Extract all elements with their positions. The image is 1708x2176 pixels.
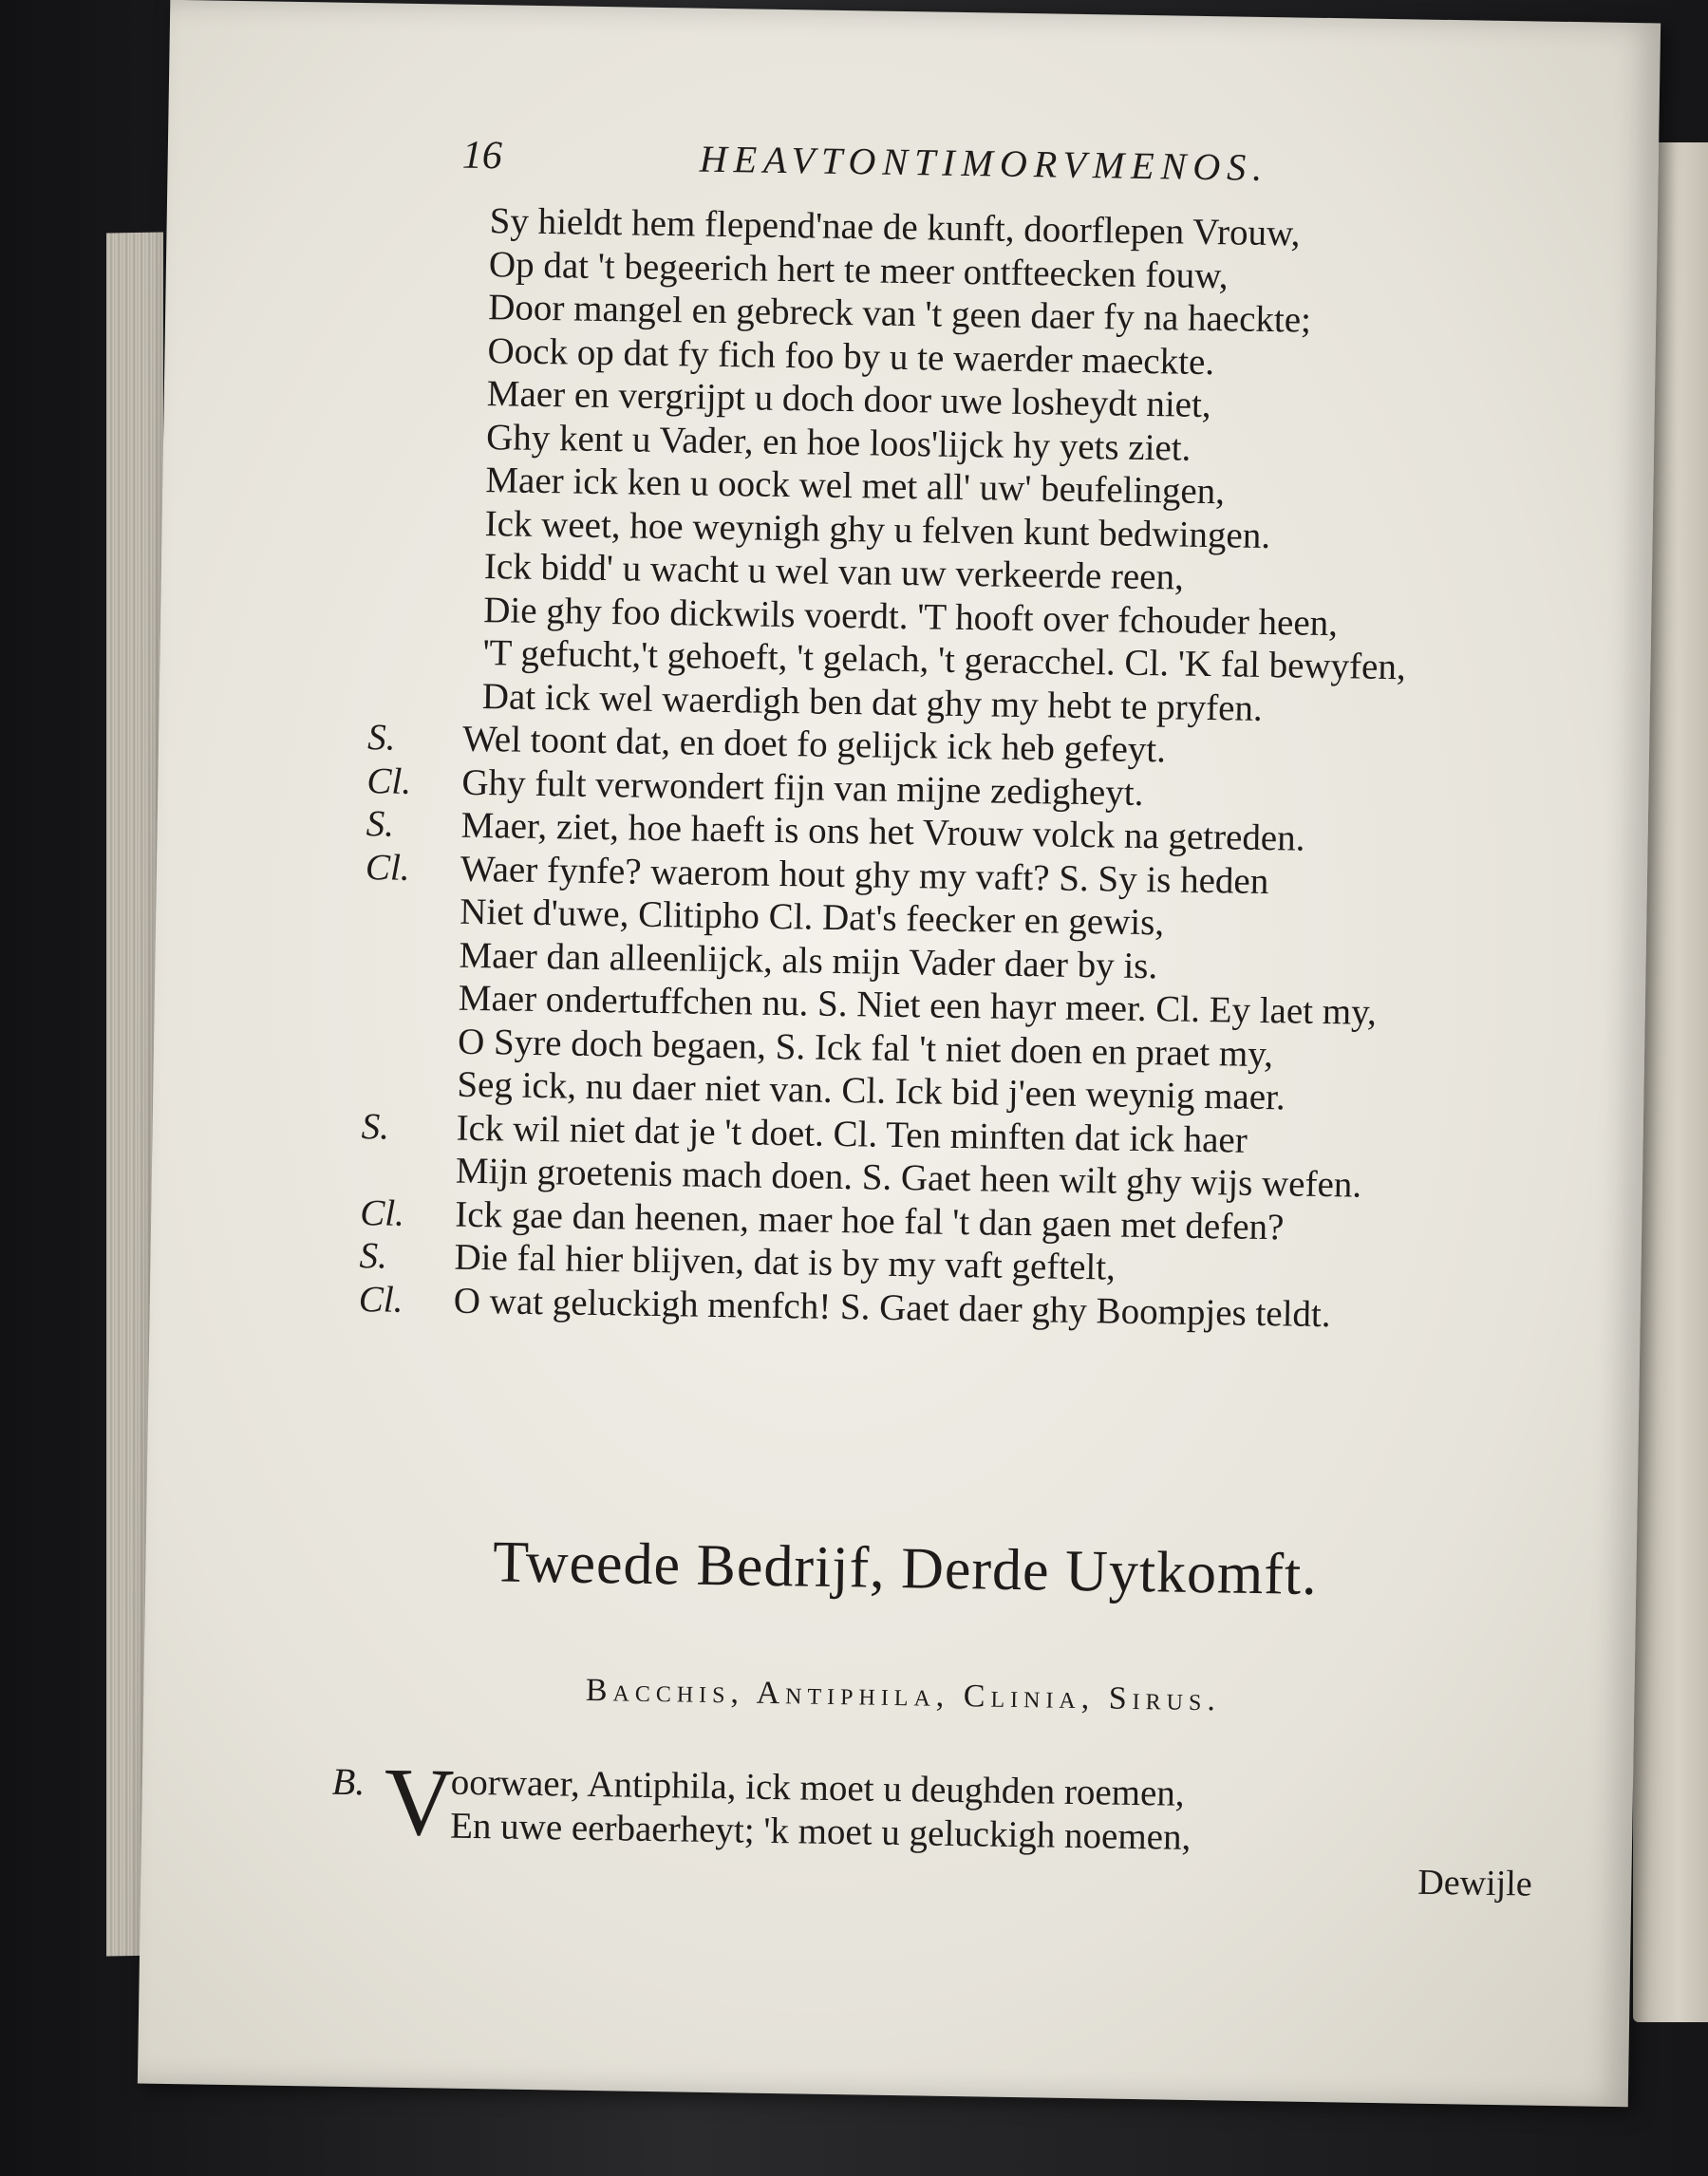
running-head [461,133,1602,208]
speaker-label [373,370,449,371]
verse-line: oorwaer, Antiphila, ick moet u deughden roemen, [450,1761,1185,1814]
verse-text: Sy hieldt hem flepend'nae de kunft, doorflepen Vrouw, [489,200,1301,254]
speaker-label [368,673,444,674]
verse-text: Niet d'uwe, Clitipho Cl. Dat's feecker en gewis, [459,891,1165,944]
catchword: Dewijle [1417,1862,1532,1904]
speaker-label [375,241,451,242]
verse-text: O Syre doch begaen, S. Ick fal 't niet doen en praet my, [457,1021,1274,1075]
bottom-verse [331,1748,1567,1858]
speaker-label [363,1061,439,1062]
verse-text: Ghy kent u Vader, en hoe loos'lijck hy yets ziet. [485,416,1192,469]
page-number: 16 [461,133,503,178]
speaker-label [370,543,446,544]
verse-text: Dat ick wel waerdigh ben dat ghy my hebt te pryfen. [481,675,1264,729]
character-list: Bacchis, Antiphila, Clinia, Sirus. [585,1672,1222,1718]
speaker-label [372,457,448,458]
verse-text: Maer, ziet, hoe haeft is ons het Vrouw volck na getreden. [460,804,1305,859]
speaker-label [375,284,451,285]
verse-text: 'T gefucht,'t gehoeft, 't gelach, 't geracchel. Cl. 'K fal bewyfen, [482,632,1406,688]
verse-text: Op dat 't begeerich hert te meer ontfteecken fouw, [488,243,1229,296]
speaker-label: S. [359,1235,388,1277]
speaker-label: Cl. [365,846,410,889]
speaker-label [373,414,449,415]
speaker-label [370,587,446,588]
verse-text: Ick gae dan heenen, maer hoe fal 't dan gaen met defen? [454,1193,1285,1247]
speaker-label: S. [366,803,395,845]
verse-text: Die ghy foo dickwils voerdt. 'T hooft over fchouder heen, [482,589,1339,644]
act-heading: Tweede Bedrijf, Derde Uytkomft. [492,1529,1319,1607]
speaker-label: Cl. [366,760,412,802]
verse-text: Ick weet, hoe weynigh ghy u felven kunt bedwingen. [484,502,1271,556]
drop-cap: V [383,1748,456,1857]
speaker-label [361,1148,437,1149]
verse-text: Waer fynfe? waerom hout ghy my vaft? S. Sy is heden [460,848,1269,902]
verse-text: Ghy fult verwondert fijn van mijne zedigheyt. [461,761,1144,814]
verse-text: Seg ick, nu daer niet van. Cl. Ick bid j'een weynig maer. [457,1063,1286,1118]
verse-line: En uwe eerbaerheyt; 'k moet u geluckigh noemen, [449,1805,1192,1858]
speaker-label [366,889,441,890]
verse-text: Door mangel en gebreck van 't geen daer fy na haeckte; [487,287,1312,341]
speaker-label [376,197,452,198]
speaker-label [369,629,445,630]
book-page [138,0,1661,2107]
speaker-label: S. [366,717,396,759]
verse-text: Maer en vergrijpt u doch door uwe losheydt niet, [486,373,1211,426]
verse-text: Maer ondertuffchen nu. S. Niet een hayr meer. Cl. Ey laet my, [458,977,1378,1033]
verse-text: Maer dan alleenlijck, als mijn Vader daer by is. [459,934,1158,986]
speaker-label: B. [331,1759,366,1804]
verse-text: O wat geluckigh menfch! S. Gaet daer ghy Boompjes teldt. [453,1280,1331,1335]
speaker-label [364,975,440,976]
verse-text: Mijn groetenis mach doen. S. Gaet heen wilt ghy wijs wefen. [455,1150,1362,1206]
verse-block [359,197,1639,1341]
verse-text: Ick wil niet dat je 't doet. Cl. Ten minften dat ick haer [456,1107,1248,1161]
verse-text: Oock op dat fy fich foo by u te waerder maeckte. [487,329,1215,383]
verse-text: Maer ick ken u oock wel met all' uw' beufelingen, [485,460,1226,513]
speaker-label: Cl. [358,1278,404,1321]
speaker-label [364,1019,440,1020]
verse-text: Wel toont dat, en doet fo gelijck ick heb gefeyt. [461,718,1167,771]
speaker-label [371,500,447,501]
verse-text: Die fal hier blijven, dat is by my vaft geftelt, [454,1236,1117,1288]
speaker-label [365,932,441,933]
verse-text: Ick bidd' u wacht u wel van uw verkeerde reen, [483,546,1185,598]
running-title: HEAVTONTIMORVMENOS. [699,137,1269,189]
speaker-label: S. [361,1105,390,1148]
speaker-label: Cl. [359,1191,405,1234]
